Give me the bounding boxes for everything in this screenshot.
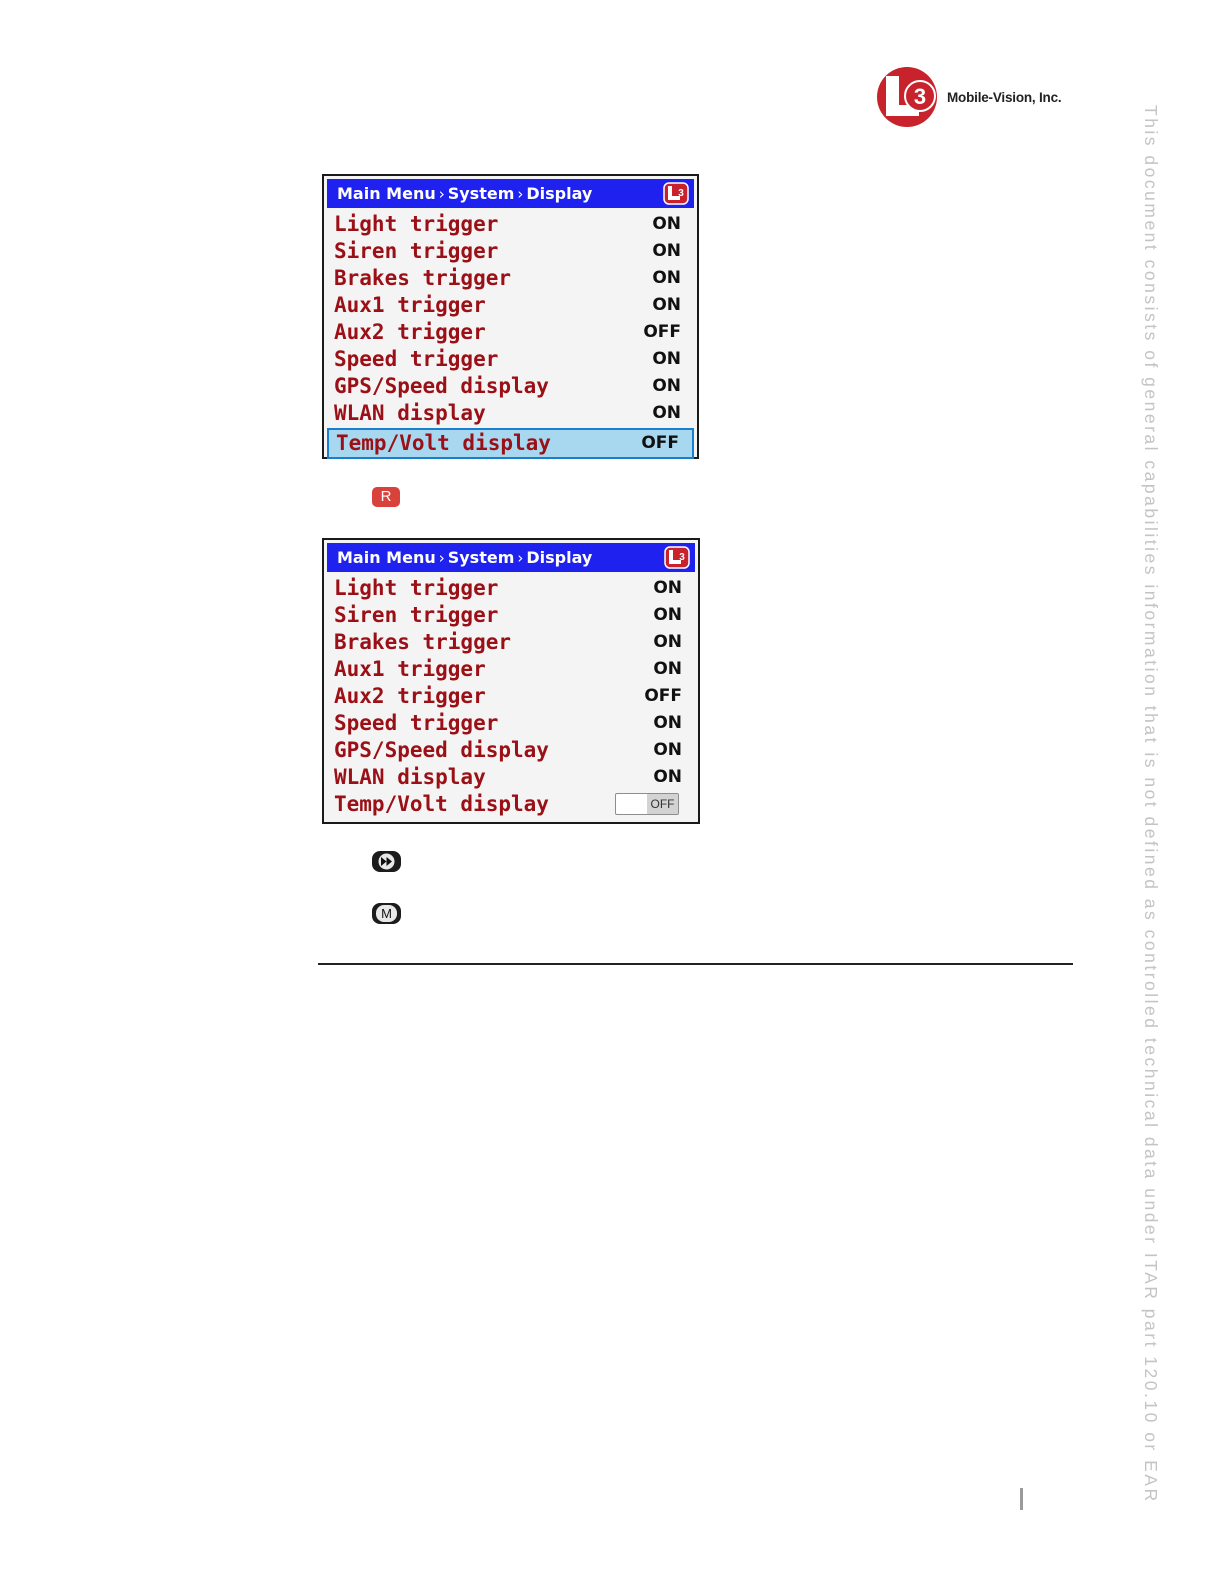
menu-row-value: ON [652, 241, 681, 261]
menu-row-label: Aux2 trigger [334, 320, 486, 344]
menu-row[interactable] [327, 373, 694, 400]
menu-row[interactable] [327, 602, 695, 629]
svg-text:3: 3 [913, 84, 927, 109]
fast-forward-glyph [372, 851, 401, 872]
menu-rows [327, 575, 695, 818]
breadcrumb-system: System [447, 184, 515, 203]
menu-row-value: ON [652, 295, 681, 315]
breadcrumb-display: Display [526, 548, 593, 567]
breadcrumb-system: System [447, 548, 515, 567]
l3-small-logo-icon [663, 182, 689, 205]
breadcrumb-main-menu: Main Menu [337, 548, 436, 567]
menu-row-label: WLAN display [334, 765, 486, 789]
menu-row-value: OFF [644, 686, 682, 706]
menu-row-label: Light trigger [334, 576, 499, 600]
menu-row-label: Temp/Volt display [334, 792, 549, 816]
menu-row-value: ON [653, 605, 682, 625]
menu-row-label: Aux2 trigger [334, 684, 486, 708]
fast-forward-icon [372, 851, 401, 872]
menu-row-value: ON [653, 632, 682, 652]
menu-row-value: OFF [641, 433, 679, 453]
menu-row-value: ON [653, 578, 682, 598]
chevron-right-icon: › [517, 185, 524, 203]
chevron-right-icon: › [438, 185, 445, 203]
menu-row-value: ON [652, 403, 681, 423]
menu-row-label: Speed trigger [334, 347, 499, 371]
menu-row-value: ON [653, 740, 682, 760]
section-divider [318, 963, 1073, 965]
toggle-knob-label: OFF [647, 794, 678, 814]
l3-logo [874, 66, 1074, 130]
svg-text:3: 3 [678, 188, 684, 199]
menu-row[interactable] [327, 211, 694, 238]
chevron-right-icon: › [438, 549, 445, 567]
breadcrumb-display: Display [526, 184, 593, 203]
menu-row-value: ON [652, 349, 681, 369]
menu-row[interactable] [327, 710, 695, 737]
menu-row[interactable] [327, 400, 694, 427]
menu-row-value: ON [653, 713, 682, 733]
menu-row-label: WLAN display [334, 401, 486, 425]
menu-row-label: Brakes trigger [334, 630, 512, 654]
menu-rows [327, 211, 694, 459]
menu-row[interactable] [327, 737, 695, 764]
menu-row-label: Temp/Volt display [336, 431, 551, 455]
itar-notice: This document consists of general capabilities information that is not defined as controlled technical data under ITAR part 120.10 or EAR [1141, 105, 1161, 1504]
display-menu-screen-1 [322, 174, 699, 459]
menu-row-label: GPS/Speed display [334, 738, 549, 762]
breadcrumb-main-menu: Main Menu [337, 184, 436, 203]
page-number-bar [1020, 1488, 1023, 1510]
menu-row[interactable] [327, 292, 694, 319]
menu-row-value: ON [652, 268, 681, 288]
menu-row-label: Siren trigger [334, 239, 499, 263]
menu-row[interactable] [327, 265, 694, 292]
menu-row[interactable] [327, 791, 695, 818]
menu-row[interactable] [327, 346, 694, 373]
menu-row-value: ON [653, 767, 682, 787]
chevron-right-icon: › [517, 549, 524, 567]
menu-row[interactable] [327, 764, 695, 791]
l3-logo-mark [874, 66, 940, 128]
svg-text:3: 3 [679, 552, 685, 563]
menu-row-label: Light trigger [334, 212, 499, 236]
l3-small-logo-icon [664, 546, 690, 569]
menu-row-label: Aux1 trigger [334, 657, 486, 681]
menu-row[interactable] [327, 656, 695, 683]
off-toggle-switch[interactable] [615, 793, 679, 815]
menu-row[interactable] [327, 319, 694, 346]
display-menu-screen-2 [322, 538, 700, 824]
menu-row[interactable] [327, 428, 694, 459]
menu-row[interactable] [327, 238, 694, 265]
menu-row-label: Siren trigger [334, 603, 499, 627]
menu-row-label: Aux1 trigger [334, 293, 486, 317]
menu-row-value: ON [652, 214, 681, 234]
menu-row[interactable] [327, 683, 695, 710]
menu-row-value: ON [653, 659, 682, 679]
menu-row-label: GPS/Speed display [334, 374, 549, 398]
menu-title-bar [327, 543, 695, 572]
m-button-label: M [376, 905, 397, 922]
company-name: Mobile-Vision, Inc. [947, 90, 1062, 105]
menu-row[interactable] [327, 629, 695, 656]
r-button-icon: R [372, 487, 400, 507]
menu-row[interactable] [327, 575, 695, 602]
m-button-icon [372, 903, 401, 924]
menu-row-label: Speed trigger [334, 711, 499, 735]
menu-title-bar [327, 179, 694, 208]
menu-row-value: ON [652, 376, 681, 396]
menu-row-value: OFF [643, 322, 681, 342]
menu-row-label: Brakes trigger [334, 266, 512, 290]
